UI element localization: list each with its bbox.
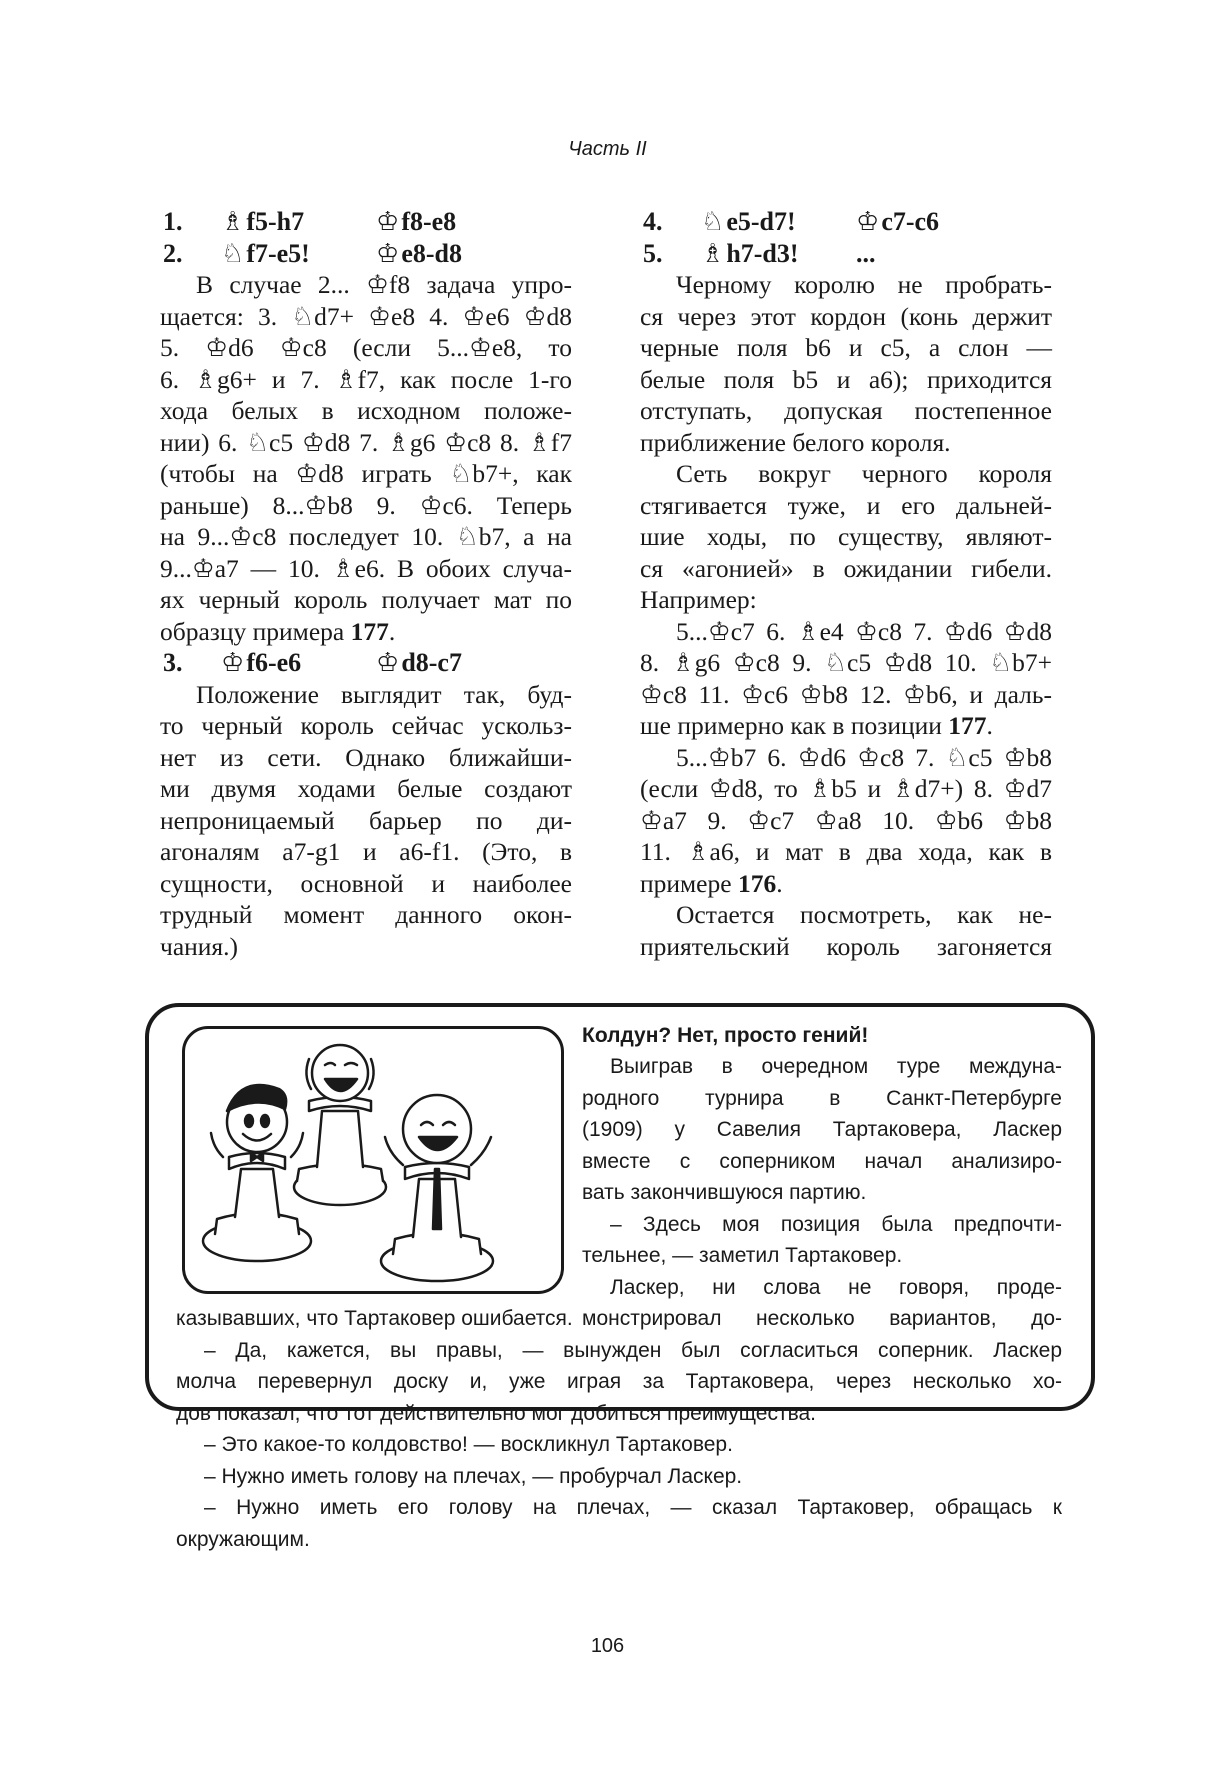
page-number: 106 (590, 1635, 625, 1657)
text-line (640, 710, 1052, 742)
king-icon: ♔ (376, 648, 400, 677)
sidebar-title: Колдун? Нет, просто гений! (582, 1024, 869, 1047)
move-number: 1. (163, 207, 183, 236)
king-icon: ♔ (376, 207, 400, 236)
text-line: хода белых в исходном положе- (160, 396, 572, 425)
text-line: чания.) (160, 931, 239, 961)
text-line: вместе с соперником начал анализиро- (582, 1149, 1062, 1173)
text-line: шие ходы, по существу, являют- (640, 522, 1052, 551)
paragraph (160, 679, 572, 963)
text-line: Выиграв в очередном туре междуна- (610, 1055, 1062, 1078)
sidebar-text-top (582, 1051, 1062, 1335)
text-line: Например: (640, 585, 757, 614)
sidebar-paragraph (176, 1461, 1062, 1493)
move-line (160, 647, 572, 679)
text-line: 5...♔b7 6. ♔d6 ♔c8 7. ♘c5 ♔b8 (676, 742, 1052, 772)
sidebar-paragraph (582, 1209, 1062, 1272)
move-line (640, 206, 1052, 238)
text-line: 6. ♗g6+ и 7. ♗f7, как после 1-го (160, 364, 572, 394)
paragraph (640, 269, 1052, 458)
text-line: Положение выглядит так, буд- (196, 679, 572, 709)
text-line: 5...♔c7 6. ♗e4 ♔c8 7. ♔d6 ♔d8 (676, 616, 1052, 646)
sidebar-paragraph (176, 1492, 1062, 1555)
king-icon: ♔ (376, 238, 400, 268)
white-move: f7-e5! (246, 238, 310, 268)
text-line: ях черный король получает мат по (160, 585, 572, 614)
text-line: непроницаемый барьер по ди- (160, 805, 572, 835)
text-line: вать закончившуюся партию. (582, 1181, 867, 1204)
text-line: В случае 2... ♔f8 задача упро- (196, 270, 572, 299)
text-line: (чтобы на ♔d8 играть ♘b7+, как (160, 459, 572, 488)
white-move: f5-h7 (246, 207, 305, 236)
cartoon-pawns-image (185, 1029, 561, 1291)
text-line: – Здесь моя позиция была предпочти- (610, 1212, 1062, 1236)
text-line: трудный момент данного окон- (160, 900, 572, 929)
example-ref: 177 (948, 711, 987, 740)
knight-icon: ♘ (221, 238, 245, 268)
black-move: ... (856, 238, 876, 268)
text-line: 8. ♗g6 ♔c8 9. ♘c5 ♔d8 10. ♘b7+ (640, 648, 1052, 677)
text-span: . (986, 711, 993, 740)
text-line: на 9...♔c8 последует 10. ♘b7, а на (160, 522, 572, 551)
text-line: окружающим. (176, 1527, 310, 1551)
sidebar-text-bottom (176, 1303, 1062, 1555)
king-icon: ♔ (221, 648, 245, 677)
text-line (640, 868, 1052, 900)
black-move: c7-c6 (881, 207, 940, 236)
black-move: d8-c7 (401, 648, 462, 677)
text-line: Остается посмотреть, как не- (676, 900, 1052, 929)
text-line: нии) 6. ♘c5 ♔d8 7. ♗g6 ♔c8 8. ♗f7 (160, 427, 572, 457)
text-line: сущности, основной и наиболее (160, 868, 572, 898)
paragraph (160, 269, 572, 647)
paragraph (640, 742, 1052, 900)
sidebar-paragraph (176, 1429, 1062, 1461)
text-line: ся через этот кордон (конь держит (640, 301, 1052, 331)
text-line: приятельский король загоняется (640, 931, 1052, 961)
text-line: Сеть вокруг черного короля (676, 459, 1052, 488)
black-move: e8-d8 (401, 238, 462, 268)
black-move: f8-e8 (401, 207, 457, 236)
text-line: раньше) 8...♔b8 9. ♔c6. Теперь (160, 490, 572, 520)
text-line: молча перевернул доску и, уже играя за Тартаковера, через несколько хо- (176, 1370, 1062, 1393)
text-line: стягивается туже, и его дальней- (640, 490, 1052, 520)
text-line: казывавших, что Тартаковер ошибается. (176, 1307, 573, 1330)
text-line: родного турнира в Санкт-Петербурге (582, 1086, 1062, 1110)
paragraph (640, 899, 1052, 962)
text-line: – Нужно иметь голову на плечах, — пробурчал Ласкер. (204, 1464, 743, 1488)
running-header: Часть II (568, 138, 647, 160)
text-line: 9...♔a7 — 10. ♗e6. В обоих случа- (160, 553, 572, 583)
text-line: (1909) у Савелия Тартаковера, Ласкер (582, 1118, 1062, 1141)
knight-icon: ♘ (701, 207, 725, 236)
text-line: ся «агонией» в ожидании гибели. (640, 553, 1052, 583)
text-line: нет из сети. Однако ближайши- (160, 742, 572, 772)
text-line (160, 616, 572, 648)
text-span: . (776, 868, 783, 898)
text-line: – Нужно иметь его голову на плечах, — сказал Тартаковер, обращась к (204, 1496, 1062, 1519)
text-line: – Это какое-то колдовство! — воскликнул Тартаковер. (204, 1433, 733, 1456)
text-line: тельнее, — заметил Тартаковер. (582, 1244, 903, 1267)
king-icon: ♔ (856, 207, 880, 236)
text-line: Ласкер, ни слова не говоря, проде- (610, 1275, 1062, 1299)
text-span: ше примерно как в позиции (640, 711, 949, 740)
white-move: f6-e6 (246, 648, 302, 677)
text-line: монстрировал несколько вариантов, до- (582, 1307, 1062, 1330)
text-line: ♔a7 9. ♔c7 ♔a8 10. ♔b6 ♔b8 (640, 805, 1052, 835)
move-line (160, 238, 572, 270)
text-span: образцу примера (160, 616, 351, 646)
white-move: h7-d3! (726, 238, 799, 268)
text-span: примере (640, 868, 738, 898)
sidebar-paragraph (176, 1335, 1062, 1430)
text-line: ♔c8 11. ♔c6 ♔b8 12. ♔b6, и даль- (640, 679, 1052, 709)
move-number: 3. (163, 648, 183, 677)
text-line: отступать, допуская постепенное (640, 396, 1052, 425)
cartoon-illustration (182, 1026, 564, 1294)
move-number: 2. (163, 238, 183, 268)
text-line: 11. ♗a6, и мат в два хода, как в (640, 837, 1052, 866)
white-move: e5-d7! (726, 207, 796, 236)
text-line: приближение белого короля. (640, 427, 951, 457)
paragraph (640, 458, 1052, 616)
text-line: то черный король сейчас ускольз- (160, 711, 572, 740)
text-line: щается: 3. ♘d7+ ♔e8 4. ♔e6 ♔d8 (160, 301, 572, 331)
move-number: 5. (643, 238, 663, 268)
left-column (160, 206, 572, 962)
text-line: (если ♔d8, то ♗b5 и ♗d7+) 8. ♔d7 (640, 774, 1052, 803)
text-line: – Да, кажется, вы правы, — вынужден был согласиться соперник. Ласкер (204, 1338, 1062, 1362)
paragraph (640, 616, 1052, 742)
bishop-icon: ♗ (701, 238, 725, 268)
text-line: дов показал, что тот действительно мог добиться преимущества. (176, 1401, 816, 1425)
move-line (640, 238, 1052, 270)
text-line: черные поля b6 и c5, а слон — (640, 333, 1052, 362)
bishop-icon: ♗ (221, 207, 245, 236)
example-ref: 177 (350, 616, 389, 646)
move-number: 4. (643, 207, 663, 236)
text-line: белые поля b5 и a6); приходится (640, 364, 1052, 394)
sidebar-paragraph (582, 1051, 1062, 1209)
text-line: агоналям a7-g1 и a6-f1. (Это, в (160, 837, 572, 866)
text-line: ми двумя ходами белые создают (160, 774, 572, 803)
move-line (160, 206, 572, 238)
text-line: Черному королю не пробрать- (676, 270, 1052, 299)
text-line: 5. ♔d6 ♔c8 (если 5...♔e8, то (160, 333, 572, 362)
text-span: . (388, 616, 396, 646)
example-ref: 176 (737, 868, 777, 898)
right-column (640, 206, 1052, 962)
